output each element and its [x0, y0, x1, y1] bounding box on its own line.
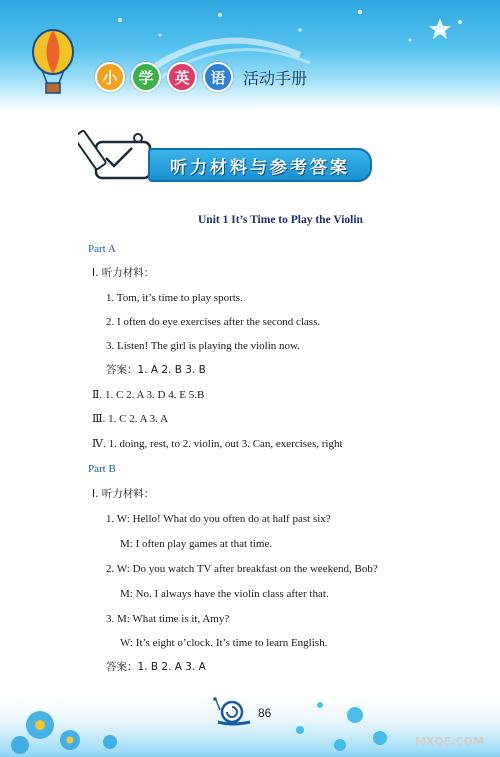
part-a-i-answer: 答案：1. A 2. B 3. B [106, 364, 206, 376]
watermark: MXQE.COM [415, 735, 484, 748]
section-heading [78, 148, 368, 182]
part-a-iii-answers: Ⅲ. 1. C 2. A 3. A [92, 413, 169, 425]
part-b-line-1: 1. W: Hello! What do you often do at half past six? [106, 513, 331, 525]
part-b-line-5: 3. M: What time is it, Amy? [106, 613, 230, 625]
part-b-answer: 答案：1. B 2. A 3. A [106, 661, 206, 673]
part-b-i-heading: Ⅰ. 听力材料： [92, 488, 155, 500]
part-b-label: Part B [88, 463, 116, 475]
header-banner [0, 0, 500, 110]
part-b-line-6: W: It’s eight o’clock. It’s time to learn English. [120, 637, 328, 649]
section-title: 听力材料与参考答案 [170, 157, 350, 178]
hot-air-balloon-icon [28, 28, 78, 98]
notebook-pencil-icon [78, 124, 158, 182]
title-char-2: 学 [131, 62, 161, 92]
part-b-line-4: M: No. I always have the violin class after that. [120, 588, 329, 600]
part-a-line-3: 3. Listen! The girl is playing the violin now. [106, 340, 301, 352]
section-title-bar [148, 148, 372, 182]
title-char-4: 语 [203, 62, 233, 92]
part-a-line-1: 1. Tom, it’s time to play sports. [106, 292, 243, 304]
unit-title: Unit 1 It’s Time to Play the Violin [198, 214, 363, 226]
part-b-line-3: 2. W: Do you watch TV after breakfast on the weekend, Bob? [106, 563, 378, 575]
part-a-i-heading: Ⅰ. 听力材料： [92, 267, 155, 279]
part-a-ii-answers: Ⅱ. 1. C 2. A 3. D 4. E 5.B [92, 389, 205, 401]
part-a-iv-answers: Ⅳ. 1. doing, rest, to 2. violin, out 3. Can, exercises, right [92, 438, 343, 450]
title-char-1: 小 [95, 62, 125, 92]
book-subtitle: 活动手册 [243, 68, 308, 88]
title-char-3: 英 [167, 62, 197, 92]
book-title [95, 62, 307, 92]
part-b-line-2: M: I often play games at that time. [120, 538, 273, 550]
part-a-label: Part A [88, 243, 116, 255]
page-number: 86 [258, 706, 272, 720]
part-a-line-2: 2. I often do eye exercises after the second class. [106, 316, 321, 328]
